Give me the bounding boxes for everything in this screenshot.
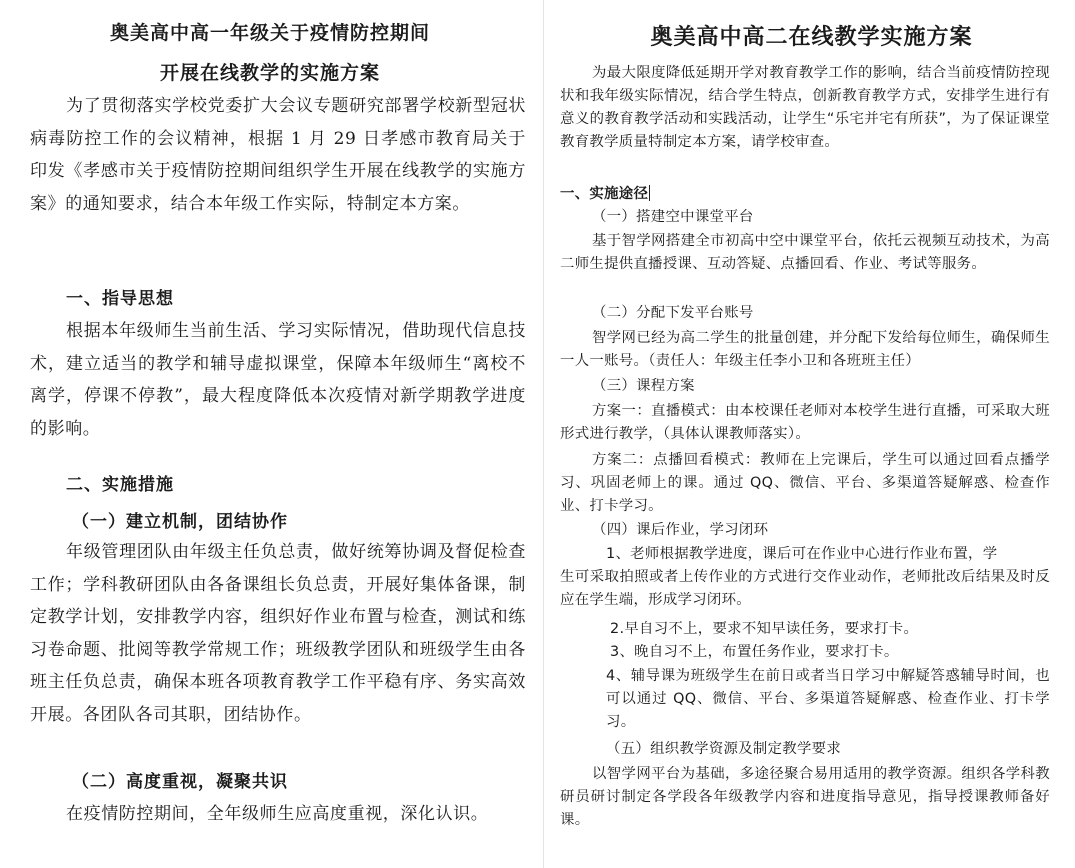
right-s4-item4: 4、辅导课为班级学生在前日或者当日学习中解疑答惑辅导时间，也可以通过 QQ、微信、平台、多渠道答疑解惑、检查作业、打卡学习。 xyxy=(606,668,1050,730)
right-s5-heading: （五）组织教学资源及制定教学要求 xyxy=(606,741,842,757)
right-s1-heading: （一）搭建空中课堂平台 xyxy=(592,209,754,225)
left-intro-paragraph: 为了贯彻落实学校党委扩大会议专题研究部署学校新型冠状病毒防控工作的会议精神，根据 1 月 29 日孝感市教育局关于印发《孝感市关于疫情防控期间组织学生开展在线教学的实施方案》的通知要求，结合本年级工作实际，特制定本方案。 xyxy=(30,96,526,214)
right-s4-item3: 3、晚自习不上，布置任务作业，要求打卡。 xyxy=(610,644,899,660)
right-section1-heading-text: 一、实施途径 xyxy=(560,186,649,202)
left-section1-heading: 一、指导思想 xyxy=(66,289,174,309)
right-intro-paragraph: 为最大限度降低延期开学对教育教学工作的影响，结合当前疫情防控现状和我年级实际情况，结合学生特点，创新教育教学方式，安排学生进行有意义的教育教学活动和实践活动，让学生“乐宅并宅有所获”，为了保证课堂教育教学质量特制定本方案，请学校审查。 xyxy=(560,65,1050,150)
right-title: 奥美高中高二在线教学实施方案 xyxy=(650,25,973,50)
right-s1-text: 基于智学网搭建全市初高中空中课堂平台，依托云视频互动技术，为高二师生提供直播授课、互动答疑、点播回看、作业、考试等服务。 xyxy=(560,233,1050,272)
left-sub1-text: 年级管理团队由年级主任负总责，做好统筹协调及督促检查工作；学科教研团队由各备课组长负总责，开展好集体备课，制定教学计划，安排教学内容，组织好作业布置与检查，测试和练习卷命题、批阅等教学常规工作；班级教学团队和班级学生由各班主任负总责，确保本班各项教育教学工作平稳有序、务实高效开展。各团队各司其职，团结协作。 xyxy=(30,542,526,725)
left-section1-text: 根据本年级师生当前生活、学习实际情况，借助现代信息技术，建立适当的教学和辅导虚拟课堂，保障本年级师生“离校不离学，停课不停教”，最大程度降低本次疫情对新学期教学进度的影响。 xyxy=(30,321,526,439)
right-s2-text: 智学网已经为高二学生的批量创建，并分配下发给每位师生，确保师生一人一账号。（责任人：年级主任李小卫和各班班主任） xyxy=(560,330,1050,369)
right-s2-heading: （二）分配下发平台账号 xyxy=(592,305,754,321)
right-section1-heading xyxy=(560,183,650,206)
right-s3-plan1: 方案一：直播模式：由本校课任老师对本校学生进行直播，可采取大班形式进行教学，（具体认课教师落实）。 xyxy=(560,403,1050,442)
right-s4-heading: （四）课后作业，学习闭环 xyxy=(592,522,769,538)
left-sub2-text: 在疫情防控期间，全年级师生应高度重视，深化认识。 xyxy=(66,804,489,824)
left-section2-heading: 二、实施措施 xyxy=(66,475,174,495)
right-s3-heading: （三）课程方案 xyxy=(592,378,695,394)
page-divider xyxy=(543,0,544,868)
left-sub1-heading: （一）建立机制，团结协作 xyxy=(72,512,288,532)
right-s4-item1-rest: 生可采取拍照或者上传作业的方式进行交作业动作，老师批改后结果及时反应在学生端，形成学习闭环。 xyxy=(560,569,1050,608)
right-document xyxy=(548,0,1075,868)
right-s4-item2: 2.早自习不上，要求不知早读任务，要求打卡。 xyxy=(610,621,919,637)
right-s5-text: 以智学网平台为基础，多途径聚合易用适用的教学资源。组织各学科教研员研讨制定各学段各年级教学内容和进度指导意见，指导授课教师备好课。 xyxy=(560,766,1050,828)
left-title-line1: 奥美高中高一年级关于疫情防控期间 xyxy=(109,22,430,44)
right-s4-item1-first-line: 1、老师根据教学进度，课后可在作业中心进行作业布置，学 xyxy=(606,546,998,562)
left-sub2-heading: （二）高度重视，凝聚共识 xyxy=(72,772,288,792)
left-title-line2: 开展在线教学的实施方案 xyxy=(159,62,380,84)
right-s3-plan2: 方案二：点播回看模式：教师在上完课后，学生可以通过回看点播学习、巩固老师上的课。通过 QQ、微信、平台、多渠道答疑解惑、检查作业、打卡学习。 xyxy=(560,452,1050,514)
text-cursor xyxy=(649,185,650,201)
